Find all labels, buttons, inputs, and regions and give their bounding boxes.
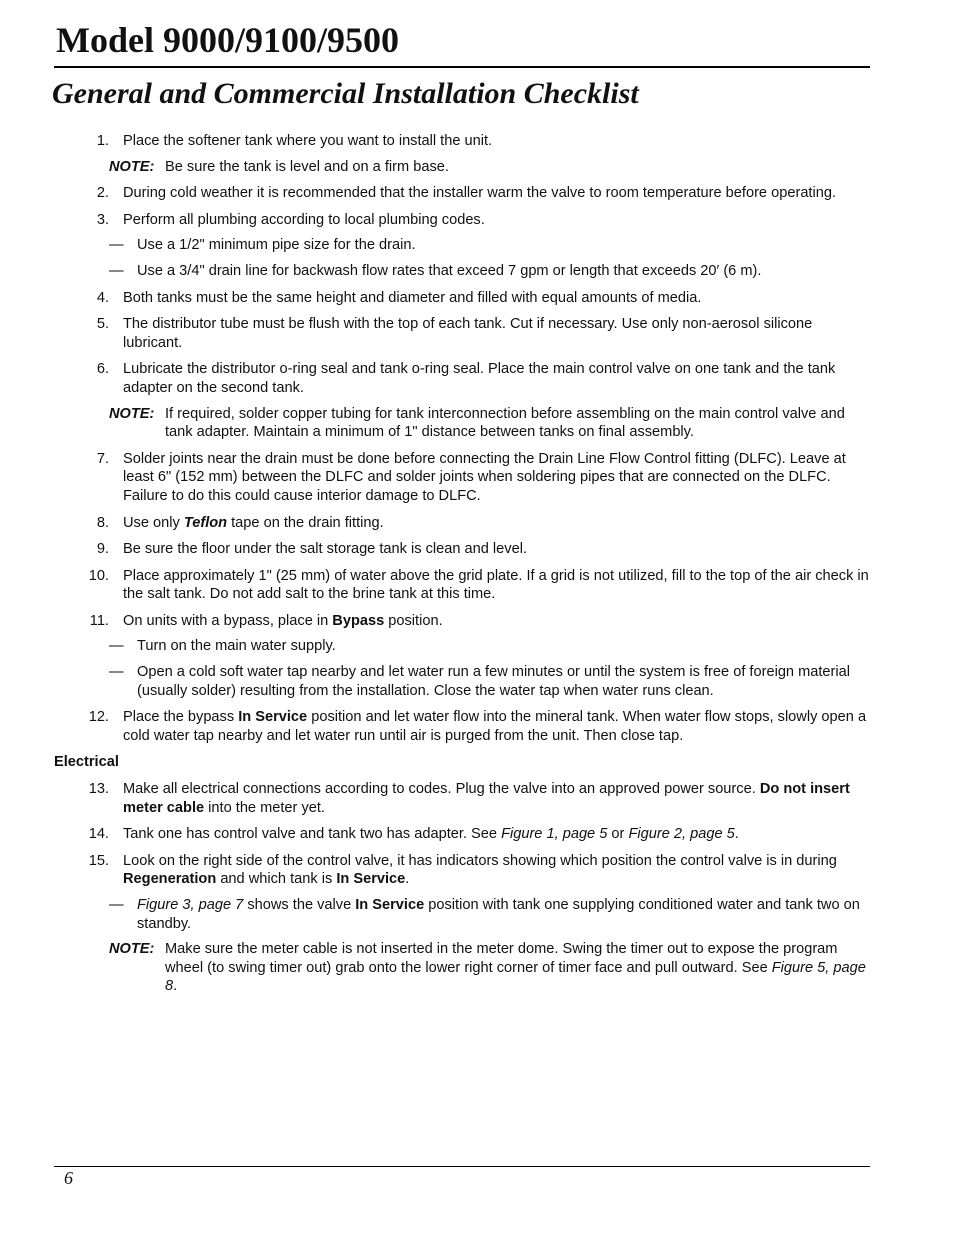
item-number: 6.: [96, 361, 109, 378]
sub-item-text: Open a cold soft water tap nearby and let water run a few minutes or until the system is free of foreign material (usually solder) resulting from the installation. Close the water tap when water runs clean.: [137, 664, 851, 699]
item-text: [109, 708, 870, 745]
text-run: Make sure the meter cable is not inserted in the meter dome. Swing the timer out to expose the program wheel (to swing timer out) grab onto the lower right corner of timer face and pull outward. See: [165, 941, 838, 976]
checklist-item-4: [54, 289, 870, 308]
text-run: Tank one has control valve and tank two has adapter. See: [123, 826, 502, 843]
item-text: [109, 780, 870, 817]
sub-item-3a: [109, 236, 870, 255]
item-number: 14.: [88, 826, 109, 843]
bypass-bold: Bypass: [332, 612, 385, 629]
note-15: [109, 940, 870, 996]
checklist-item-8: [54, 514, 870, 533]
note-label: NOTE:: [109, 405, 155, 422]
figure-link[interactable]: Figure 5, page 8: [165, 959, 866, 995]
text-run: position and let water flow into the mineral tank. When water flow stops, slowly open a cold water tap nearby and let water run until air is purged from the unit. Then close tap.: [123, 709, 867, 744]
item-number: 1.: [96, 133, 109, 149]
item-text: Perform all plumbing according to local plumbing codes.: [123, 211, 485, 228]
item-number: 10.: [88, 567, 109, 584]
sub-item-11b: [109, 663, 870, 700]
checklist-item-12: [54, 708, 870, 745]
item-number: 4.: [96, 289, 109, 306]
text-run: position.: [384, 612, 443, 629]
item-number: 7.: [96, 450, 109, 467]
checklist-item-11: [54, 612, 870, 631]
item-number: 5.: [96, 316, 109, 333]
item-text: Be sure the floor under the salt storage tank is clean and level.: [123, 541, 528, 558]
page-number: 6: [64, 1168, 73, 1188]
warning-bold: Do not insert meter cable: [123, 781, 850, 816]
dash: —: [109, 638, 124, 655]
item-text: [109, 852, 870, 889]
checklist-item-15: [54, 852, 870, 889]
text-run: or: [607, 826, 629, 843]
regeneration-bold: Regeneration: [123, 871, 217, 888]
note-text: Be sure the tank is level and on a firm base.: [165, 158, 449, 175]
item-text: [109, 825, 870, 844]
sub-item-text: Use a 1/2" minimum pipe size for the drain.: [137, 237, 416, 254]
item-text: Place the softener tank where you want to install the unit.: [123, 133, 493, 149]
note-label: NOTE:: [109, 941, 155, 958]
text-run: Make all electrical connections according to codes. Plug the valve into an approved power source.: [123, 781, 760, 798]
text-run: tape on the drain fitting.: [227, 514, 384, 531]
item-number: 13.: [88, 781, 109, 798]
item-text: [109, 514, 870, 533]
text-run: Use only: [123, 514, 184, 531]
dash: —: [109, 897, 124, 913]
text-run: .: [173, 978, 178, 995]
checklist-item-10: [54, 567, 870, 604]
item-number: 12.: [88, 709, 109, 726]
checklist-item-6: [54, 360, 870, 397]
dash: —: [109, 262, 124, 279]
item-text: The distributor tube must be flush with the top of each tank. Cut if necessary. Use only non-aerosol silicone lubricant.: [123, 316, 813, 351]
checklist-item-9: [54, 540, 870, 559]
figure-link[interactable]: Figure 2, page 5: [628, 826, 735, 843]
text-run: position with tank one supplying conditioned water and tank two on standby.: [137, 897, 860, 932]
item-text: Place approximately 1" (25 mm) of water above the grid plate. If a grid is not utilized, fill to the top of the air check in the salt tank. Do not add salt to the brine tank at this time.: [123, 567, 869, 603]
note-text: If required, solder copper tubing for tank interconnection before assembling on the main control valve and tank adapter. Maintain a minimum of 1" distance between tanks on final assembly.: [165, 405, 845, 441]
checklist-item-13: [54, 780, 870, 817]
item-text: During cold weather it is recommended that the installer warm the valve to room temperature before operating.: [123, 185, 837, 202]
text-run: and which tank is: [216, 871, 337, 888]
checklist-item-5: [54, 315, 870, 352]
note-text: [165, 940, 870, 996]
electrical-heading: Electrical: [54, 754, 119, 771]
text-run: into the meter yet.: [204, 799, 325, 816]
sub-item-15a: [109, 896, 870, 933]
item-number: 8.: [96, 514, 109, 531]
note-label: NOTE:: [109, 158, 155, 175]
in-service-bold: In Service: [238, 709, 308, 726]
sub-item-text: Use a 3/4" drain line for backwash flow rates that exceed 7 gpm or length that exceeds 20′ (6 m).: [137, 262, 762, 279]
text-run: Place the bypass: [123, 709, 239, 726]
model-title: Model 9000/9100/9500: [56, 20, 399, 60]
text-run: Look on the right side of the control valve, it has indicators showing which position the control valve is in during: [123, 852, 837, 869]
checklist-item-3: [54, 211, 870, 230]
checklist-item-7: [54, 450, 870, 506]
item-text: Both tanks must be the same height and diameter and filled with equal amounts of media.: [123, 289, 702, 306]
text-run: .: [734, 826, 739, 843]
text-run: shows the valve: [243, 897, 356, 913]
sub-item-11a: [109, 637, 870, 656]
in-service-bold: In Service: [355, 897, 425, 913]
item-text: Lubricate the distributor o-ring seal and tank o-ring seal. Place the main control valve on one tank and the tank adapter on the second tank.: [123, 361, 836, 396]
checklist-item-1: [54, 132, 870, 151]
figure-link[interactable]: Figure 1, page 5: [501, 826, 608, 843]
item-text: Solder joints near the drain must be done before connecting the Drain Line Flow Control fitting (DLFC). Leave at least 6" (152 mm) between the DLFC and solder joints when soldering pipes that are connected on the DLFC. Failure to do this could cause interior damage to DLFC.: [123, 450, 846, 504]
item-number: 15.: [88, 852, 109, 869]
figure-link[interactable]: Figure 3, page 7: [137, 897, 244, 913]
note-6: [109, 405, 870, 442]
checklist-item-14: [54, 825, 870, 844]
note-1: [109, 158, 870, 177]
checklist-item-2: [54, 184, 870, 203]
teflon-emphasis: Teflon: [183, 514, 228, 531]
dash: —: [109, 237, 124, 254]
sub-item-3b: [109, 262, 870, 281]
dash: —: [109, 664, 124, 681]
header-rule: [54, 66, 870, 68]
section-title: General and Commercial Installation Checklist: [52, 77, 639, 110]
item-number: 2.: [96, 185, 109, 202]
item-text: [109, 612, 870, 631]
item-number: 9.: [96, 541, 109, 558]
text-run: .: [405, 871, 410, 888]
sub-item-text: [137, 896, 870, 933]
item-number: 11.: [89, 612, 109, 629]
item-number: 3.: [96, 211, 109, 228]
text-run: On units with a bypass, place in: [123, 612, 333, 629]
checklist-body: [54, 132, 870, 1004]
sub-item-text: Turn on the main water supply.: [137, 638, 336, 655]
footer-rule: [54, 1166, 870, 1167]
in-service-bold: In Service: [336, 871, 406, 888]
